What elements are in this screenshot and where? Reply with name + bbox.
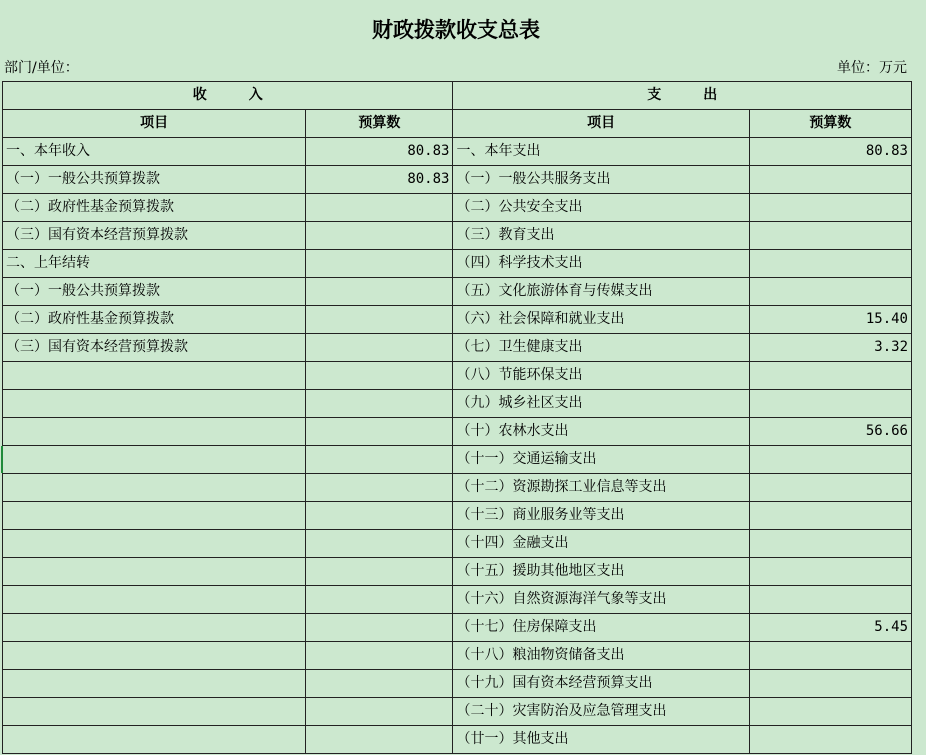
- income-item-cell[interactable]: （二）政府性基金预算拨款: [3, 194, 306, 222]
- income-item-cell[interactable]: 二、上年结转: [3, 250, 306, 278]
- income-item-cell[interactable]: （三）国有资本经营预算拨款: [3, 334, 306, 362]
- income-value-cell[interactable]: [306, 418, 453, 446]
- income-item-cell[interactable]: [3, 474, 306, 502]
- expense-item-header[interactable]: 项目: [453, 110, 749, 138]
- income-item-cell[interactable]: [3, 670, 306, 698]
- table-row: [3, 278, 912, 306]
- income-value-cell[interactable]: [306, 530, 453, 558]
- income-value-cell[interactable]: [306, 642, 453, 670]
- expense-value-cell[interactable]: [749, 474, 911, 502]
- expense-value-cell[interactable]: [749, 502, 911, 530]
- expense-item-cell[interactable]: （十九）国有资本经营预算支出: [453, 670, 749, 698]
- income-value-cell[interactable]: 80.83: [306, 166, 453, 194]
- table-row: [3, 418, 912, 446]
- expense-item-cell[interactable]: （五）文化旅游体育与传媒支出: [453, 278, 749, 306]
- income-value-cell[interactable]: [306, 474, 453, 502]
- expense-value-cell[interactable]: [749, 278, 911, 306]
- expense-value-cell[interactable]: [749, 166, 911, 194]
- table-row: [3, 558, 912, 586]
- expense-item-cell[interactable]: （十五）援助其他地区支出: [453, 558, 749, 586]
- expense-value-cell[interactable]: 5.45: [749, 614, 911, 642]
- income-item-cell[interactable]: [3, 390, 306, 418]
- table-row: [3, 222, 912, 250]
- expense-item-cell[interactable]: （一）一般公共服务支出: [453, 166, 749, 194]
- expense-item-cell[interactable]: （十八）粮油物资储备支出: [453, 642, 749, 670]
- income-value-cell[interactable]: [306, 222, 453, 250]
- income-item-cell[interactable]: [3, 418, 306, 446]
- income-item-cell[interactable]: （二）政府性基金预算拨款: [3, 306, 306, 334]
- expense-item-cell[interactable]: （四）科学技术支出: [453, 250, 749, 278]
- table-row: [3, 586, 912, 614]
- income-value-cell[interactable]: [306, 390, 453, 418]
- table-row: [3, 474, 912, 502]
- expense-item-cell[interactable]: （十三）商业服务业等支出: [453, 502, 749, 530]
- table-row: [3, 362, 912, 390]
- expense-value-cell[interactable]: 56.66: [749, 418, 911, 446]
- expense-item-cell[interactable]: （三）教育支出: [453, 222, 749, 250]
- income-item-cell[interactable]: [3, 558, 306, 586]
- income-value-cell[interactable]: [306, 502, 453, 530]
- income-value-cell[interactable]: [306, 278, 453, 306]
- income-header-cell[interactable]: [3, 82, 453, 110]
- budget-table: [2, 81, 912, 754]
- expense-header-cell[interactable]: [453, 82, 912, 110]
- income-item-cell[interactable]: [3, 446, 306, 474]
- unit-label: 单位：万元: [837, 60, 907, 76]
- income-item-cell[interactable]: 一、本年收入: [3, 138, 306, 166]
- expense-value-cell[interactable]: [749, 642, 911, 670]
- income-value-cell[interactable]: 80.83: [306, 138, 453, 166]
- income-value-cell[interactable]: [306, 194, 453, 222]
- expense-value-cell[interactable]: [749, 390, 911, 418]
- expense-item-cell[interactable]: （廿一）其他支出: [453, 726, 749, 754]
- expense-value-cell[interactable]: [749, 698, 911, 726]
- table-row: [3, 306, 912, 334]
- income-item-cell[interactable]: （一）一般公共预算拨款: [3, 278, 306, 306]
- expense-item-cell[interactable]: （十七）住房保障支出: [453, 614, 749, 642]
- table-row: [3, 502, 912, 530]
- table-row: [3, 334, 912, 362]
- expense-item-cell[interactable]: （十）农林水支出: [453, 418, 749, 446]
- income-item-cell[interactable]: [3, 726, 306, 754]
- income-value-cell[interactable]: [306, 306, 453, 334]
- expense-value-cell[interactable]: [749, 222, 911, 250]
- income-value-cell[interactable]: [306, 334, 453, 362]
- expense-item-cell[interactable]: （十一）交通运输支出: [453, 446, 749, 474]
- expense-item-cell[interactable]: （七）卫生健康支出: [453, 334, 749, 362]
- expense-value-cell[interactable]: [749, 250, 911, 278]
- expense-value-cell[interactable]: [749, 726, 911, 754]
- income-item-cell[interactable]: [3, 614, 306, 642]
- table-row: [3, 250, 912, 278]
- expense-value-cell[interactable]: [749, 586, 911, 614]
- income-item-header[interactable]: 项目: [3, 110, 306, 138]
- table-row: [3, 446, 912, 474]
- expense-item-cell[interactable]: （二十）灾害防治及应急管理支出: [453, 698, 749, 726]
- income-value-cell[interactable]: [306, 698, 453, 726]
- income-item-cell[interactable]: [3, 530, 306, 558]
- table-row: [3, 138, 912, 166]
- income-value-cell[interactable]: [306, 670, 453, 698]
- expense-value-cell[interactable]: [749, 362, 911, 390]
- income-value-cell[interactable]: [306, 614, 453, 642]
- expense-item-cell[interactable]: （九）城乡社区支出: [453, 390, 749, 418]
- expense-item-cell[interactable]: （十六）自然资源海洋气象等支出: [453, 586, 749, 614]
- income-item-cell[interactable]: [3, 586, 306, 614]
- expense-item-cell[interactable]: 一、本年支出: [453, 138, 749, 166]
- income-value-cell[interactable]: [306, 446, 453, 474]
- table-row: [3, 698, 912, 726]
- active-cell-indicator: [1, 446, 3, 473]
- sheet-title: 财政拨款收支总表: [372, 17, 540, 42]
- header-row-2: [3, 110, 912, 138]
- income-value-cell[interactable]: [306, 362, 453, 390]
- expense-item-cell[interactable]: （二）公共安全支出: [453, 194, 749, 222]
- table-row: [3, 614, 912, 642]
- income-item-cell[interactable]: （一）一般公共预算拨款: [3, 166, 306, 194]
- expense-value-cell[interactable]: 15.40: [749, 306, 911, 334]
- income-item-cell[interactable]: [3, 698, 306, 726]
- expense-value-cell[interactable]: [749, 446, 911, 474]
- income-item-cell[interactable]: [3, 362, 306, 390]
- table-row: [3, 530, 912, 558]
- table-row: [3, 642, 912, 670]
- income-value-cell[interactable]: [306, 250, 453, 278]
- table-row: [3, 166, 912, 194]
- expense-budget-header[interactable]: 预算数: [749, 110, 911, 138]
- income-header: 收 入: [192, 87, 263, 103]
- income-value-cell[interactable]: [306, 558, 453, 586]
- expense-item-cell[interactable]: （六）社会保障和就业支出: [453, 306, 749, 334]
- expense-value-cell[interactable]: 80.83: [749, 138, 911, 166]
- income-budget-header[interactable]: 预算数: [306, 110, 453, 138]
- expense-item-cell[interactable]: （十四）金融支出: [453, 530, 749, 558]
- header-row-1: [3, 82, 912, 110]
- table-row: [3, 726, 912, 754]
- expense-value-cell[interactable]: [749, 530, 911, 558]
- expense-item-cell[interactable]: （八）节能环保支出: [453, 362, 749, 390]
- table-row: [3, 390, 912, 418]
- income-value-cell[interactable]: [306, 586, 453, 614]
- income-item-cell[interactable]: [3, 642, 306, 670]
- income-item-cell[interactable]: [3, 502, 306, 530]
- expense-header: 支 出: [647, 87, 718, 103]
- table-row: [3, 670, 912, 698]
- department-label: 部门/单位：: [4, 60, 79, 76]
- expense-item-cell[interactable]: （十二）资源勘探工业信息等支出: [453, 474, 749, 502]
- expense-value-cell[interactable]: 3.32: [749, 334, 911, 362]
- expense-value-cell[interactable]: [749, 558, 911, 586]
- expense-value-cell[interactable]: [749, 194, 911, 222]
- expense-value-cell[interactable]: [749, 670, 911, 698]
- table-row: [3, 194, 912, 222]
- income-value-cell[interactable]: [306, 726, 453, 754]
- income-item-cell[interactable]: （三）国有资本经营预算拨款: [3, 222, 306, 250]
